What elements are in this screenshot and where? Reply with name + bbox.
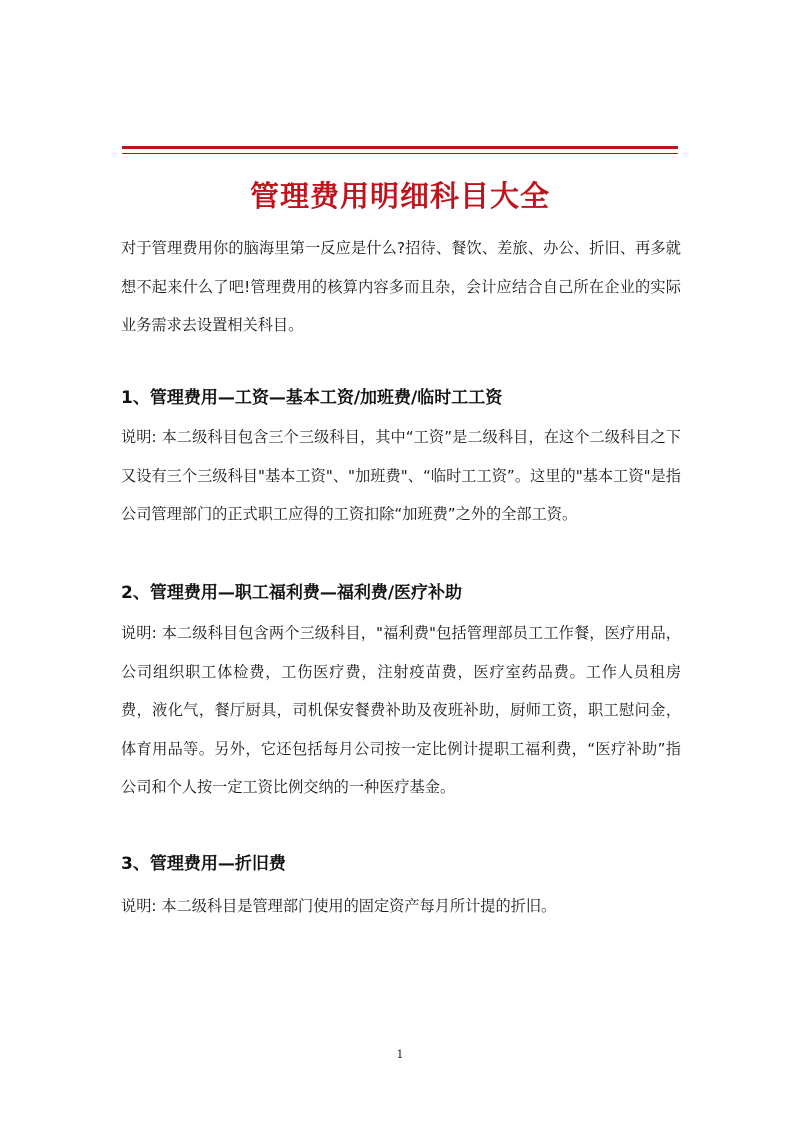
section-3-heading: 3、管理费用—折旧费 (121, 854, 286, 874)
header-rule-thick (122, 146, 678, 149)
intro-paragraph: 对于管理费用你的脑海里第一反应是什么?招待、餐饮、差旅、办公、折旧、再多就想不起来什么了吧!管理费用的核算内容多而且杂，会计应结合自己所在企业的实际业务需求去设置相关科目。 (121, 239, 681, 335)
section-2-heading: 2、管理费用—职工福利费—福利费/医疗补助 (121, 583, 463, 603)
page-number: 1 (396, 1048, 404, 1061)
section-2-body: 说明: 本二级科目包含两个三级科目，"福利费"包括管理部员工工作餐，医疗用品，公司组织职工体检费，工伤医疗费，注射疫苗费，医疗室药品费。工作人员租房费，液化气，餐厅厨具，司机保安餐费补助及夜班补助，厨师工资，职工慰问金，体育用品等。另外，它还包括每月公司按一定比例计提职工福利费，“医疗补助”指公司和个人按一定工资比例交纳的一种医疗基金。 (121, 624, 681, 797)
section-1-heading: 1、管理费用—工资—基本工资/加班费/临时工工资 (121, 388, 503, 408)
document-title: 管理费用明细科目大全 (249, 179, 550, 213)
header-rule-thin (122, 153, 678, 154)
section-1-body: 说明: 本二级科目包含三个三级科目，其中“工资”是二级科目，在这个二级科目之下又设有三个三级科目"基本工资"、"加班费"、“临时工工资”。这里的"基本工资"是指公司管理部门的正式职工应得的工资扣除“加班费”之外的全部工资。 (121, 428, 681, 524)
section-3-body: 说明: 本二级科目是管理部门使用的固定资产每月所计提的折旧。 (121, 897, 557, 915)
